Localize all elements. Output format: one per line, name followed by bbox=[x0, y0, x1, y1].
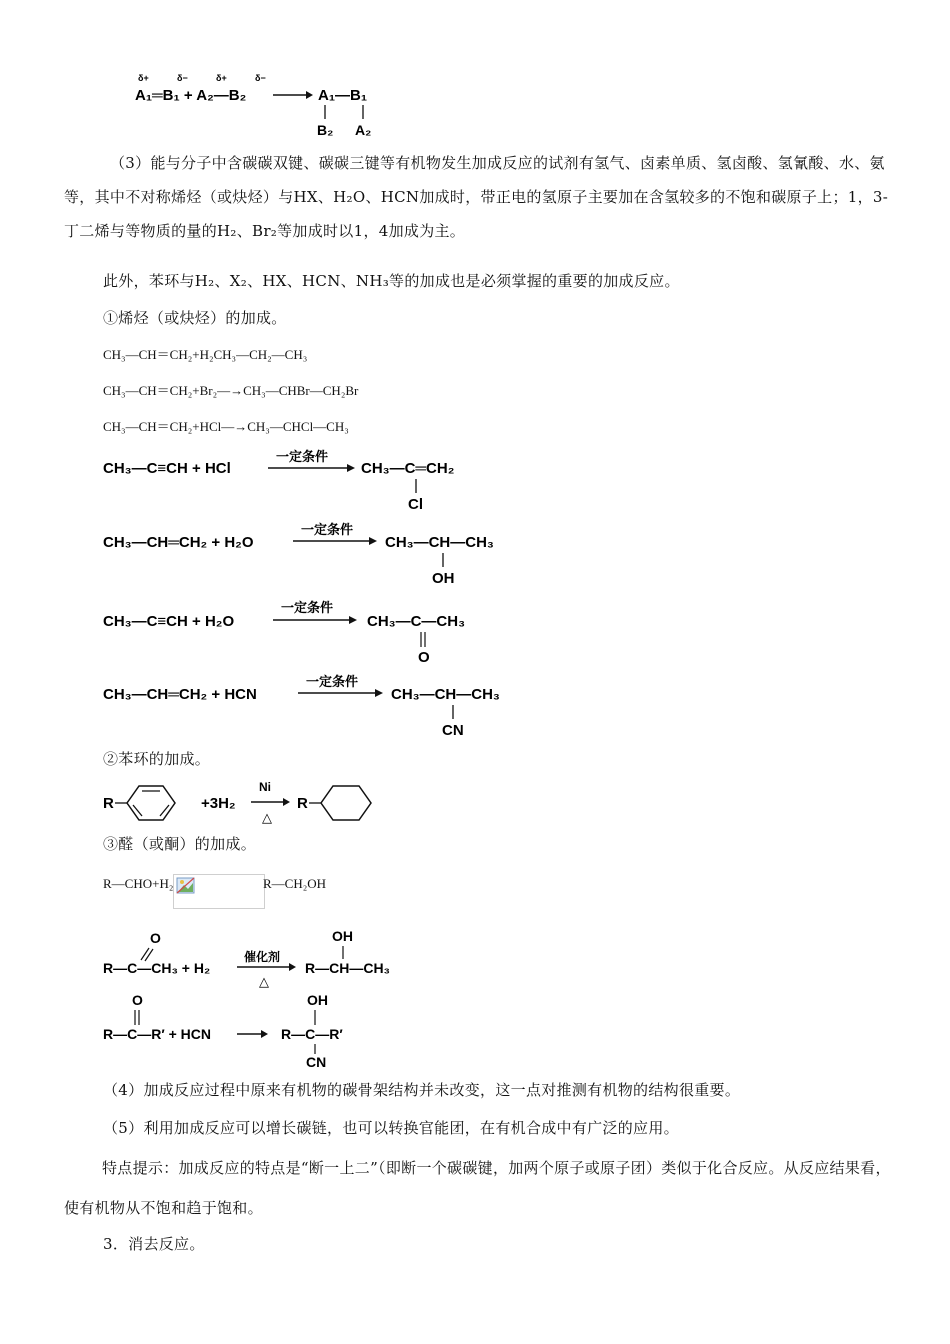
paragraph-5: （5）利用加成反应可以增长碳链，也可以转换官能团，在有机合成中有广泛的应用。 bbox=[103, 1119, 679, 1137]
rx2-condition: 一定条件 bbox=[301, 522, 354, 537]
cyclohexane-ring-icon bbox=[321, 786, 371, 820]
ketone-co-bond-a bbox=[141, 948, 149, 960]
equation-1: CH₃—CH＝CH₂+H₂CH₃—CH₂—CH₃ bbox=[103, 347, 308, 362]
reaction-2-svg bbox=[103, 520, 543, 590]
ketone-arrow-head bbox=[289, 963, 296, 971]
delta-minus-b2: δ− bbox=[255, 73, 266, 83]
rx3-condition: 一定条件 bbox=[281, 600, 334, 615]
intro-product-top: A₁—B₁ bbox=[318, 87, 368, 104]
reaction-4-svg bbox=[103, 672, 543, 742]
ketone-o: O bbox=[150, 930, 161, 946]
hcn-right: R—C—R′ bbox=[281, 1026, 343, 1042]
equation-2: CH₃—CH＝CH₂+Br₂—→CH₃—CHBr—CH₂Br bbox=[103, 383, 359, 398]
rx2-right: CH₃—CH—CH₃ bbox=[385, 534, 494, 551]
tip-paragraph: 特点提示：加成反应的特点是“断一上二”（即断一个碳碳键，加两个原子或原子团）类似于化合反应。从反应结果看，使有机物从不饱和趋于饱和。 bbox=[64, 1159, 891, 1217]
benzene-reaction-svg bbox=[103, 776, 403, 832]
ketone-heat: △ bbox=[259, 974, 269, 989]
rx3-left: CH₃—C≡CH + H₂O bbox=[103, 613, 235, 630]
benzene-r-left: R bbox=[103, 795, 114, 812]
section-heading-3: ③醛（或酮）的加成。 bbox=[103, 835, 257, 853]
rx4-right: CH₃—CH—CH₃ bbox=[391, 686, 500, 703]
reaction-1-svg bbox=[103, 448, 523, 518]
section-heading-1: ①烯烃（或炔烃）的加成。 bbox=[103, 309, 287, 327]
hcn-cn: CN bbox=[306, 1054, 327, 1070]
rx3-substituent: O bbox=[418, 649, 430, 666]
rx1-condition: 一定条件 bbox=[276, 449, 329, 464]
paragraph-4: （4）加成反应过程中原来有机物的碳骨架结构并未改变，这一点对推测有机物的结构很重要。 bbox=[103, 1081, 741, 1099]
rx4-substituent: CN bbox=[442, 722, 464, 739]
rx1-right: CH₃—C═CH₂ bbox=[361, 460, 455, 477]
paragraph-3: （3）能与分子中含碳碳双键、碳碳三键等有机物发生加成反应的试剂有氢气、卤素单质、氢卤酸、氢氰酸、水、氨等，其中不对称烯烃（或炔烃）与HX、H₂O、HCN加成时，带正电的氢原子主要加在含氢较多的不饱和碳原子上；1，3-丁二烯与等物质的量的H₂、Br₂等加成时以1，4加成为主。 bbox=[64, 154, 889, 240]
hcn-o: O bbox=[132, 992, 143, 1008]
broken-image-placeholder bbox=[173, 874, 265, 909]
broken-image-icon bbox=[176, 877, 196, 895]
ketone-catalyst: 催化剂 bbox=[244, 950, 281, 964]
rx4-left: CH₃—CH═CH₂ + HCN bbox=[103, 686, 257, 703]
delta-minus-b1: δ− bbox=[177, 73, 188, 83]
benzene-catalyst: Ni bbox=[259, 780, 271, 794]
hcn-left: R—C—R′ + HCN bbox=[103, 1026, 211, 1042]
rx4-arrow-head bbox=[375, 689, 383, 697]
rx3-arrow-head bbox=[349, 616, 357, 624]
rx1-left: CH₃—C≡CH + HCl bbox=[103, 460, 231, 477]
ketone-oh: OH bbox=[332, 928, 353, 944]
ketone-left: R—C—CH₃ + H₂ bbox=[103, 960, 211, 976]
intro-arrow-head bbox=[306, 91, 313, 99]
rx4-condition: 一定条件 bbox=[306, 674, 359, 689]
rx2-arrow-head bbox=[369, 537, 377, 545]
rx3-right: CH₃—C—CH₃ bbox=[367, 613, 466, 630]
aldehyde-left: R—CHO+H₂ bbox=[103, 876, 174, 891]
rx1-arrow-head bbox=[347, 464, 355, 472]
rx1-substituent: Cl bbox=[408, 496, 423, 513]
intro-product-a2: A₂ bbox=[355, 122, 372, 138]
benzene-heat: △ bbox=[262, 810, 272, 825]
hcn-arrow-head bbox=[261, 1030, 268, 1038]
hcn-oh: OH bbox=[307, 992, 328, 1008]
benzene-arrow-head bbox=[283, 798, 290, 806]
paragraph-benzene: 此外，苯环与H₂、X₂、HX、HCN、NH₃等的加成也是必须掌握的重要的加成反应。 bbox=[103, 272, 680, 290]
delta-plus-a2: δ+ bbox=[216, 73, 227, 83]
equation-3: CH₃—CH＝CH₂+HCl—→CH₃—CHCl—CH₃ bbox=[103, 419, 349, 434]
ketone-right: R—CH—CH₃ bbox=[305, 960, 391, 976]
intro-equation-svg bbox=[130, 72, 510, 142]
ketone-reaction-svg bbox=[103, 926, 423, 988]
section-heading-2: ②苯环的加成。 bbox=[103, 750, 211, 768]
intro-product-b2: B₂ bbox=[317, 122, 334, 138]
delta-plus-a1: δ+ bbox=[138, 73, 149, 83]
benzene-reagent: +3H₂ bbox=[201, 795, 236, 812]
intro-left: A₁═B₁ + A₂—B₂ bbox=[135, 87, 247, 104]
rx2-substituent: OH bbox=[432, 570, 455, 587]
hcn-reaction-svg bbox=[103, 990, 423, 1068]
section-heading-next: 3．消去反应。 bbox=[103, 1235, 205, 1253]
aldehyde-right: R—CH₂OH bbox=[263, 876, 327, 891]
benzene-r-right: R bbox=[297, 795, 308, 812]
reaction-3-svg bbox=[103, 598, 523, 668]
rx2-left: CH₃—CH═CH₂ + H₂O bbox=[103, 534, 254, 551]
